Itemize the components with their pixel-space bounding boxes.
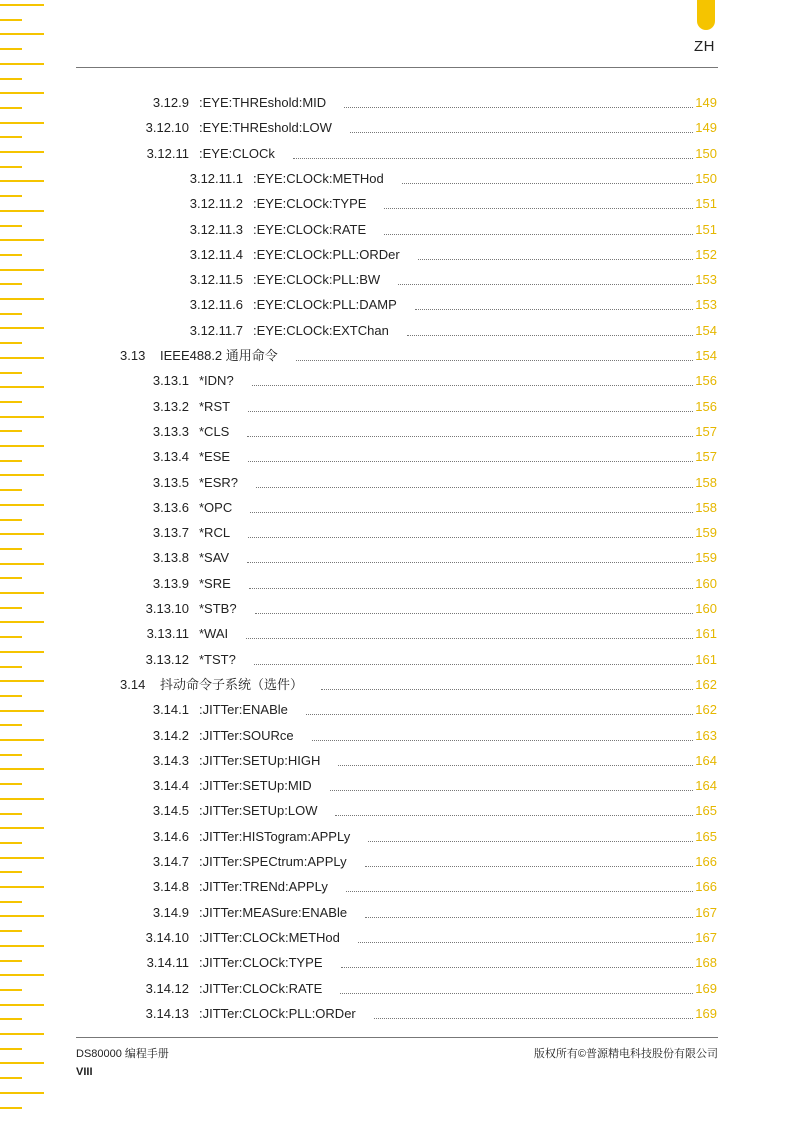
ruler-tick	[0, 136, 22, 138]
toc-entry[interactable]	[143, 951, 717, 971]
ruler-tick	[0, 63, 44, 65]
toc-entry-page: 156	[695, 373, 717, 389]
ruler-tick	[0, 269, 44, 271]
toc-entry-number: 3.12.11.4	[189, 246, 243, 262]
ruler-tick	[0, 239, 44, 241]
toc-entry-title: :JITTer:CLOCk:METHod	[199, 929, 340, 945]
toc-dot-leader	[248, 410, 693, 412]
ruler-tick	[0, 945, 44, 947]
ruler-tick	[0, 225, 22, 227]
toc-entry[interactable]	[120, 673, 717, 693]
toc-dot-leader	[252, 384, 694, 386]
toc-entry-title: :EYE:CLOCk:TYPE	[253, 196, 367, 212]
ruler-tick	[0, 1033, 44, 1035]
toc-dot-leader	[249, 587, 694, 589]
ruler-tick	[0, 92, 44, 94]
toc-entry[interactable]	[143, 369, 717, 389]
toc-dot-leader	[254, 663, 693, 665]
toc-entry-title: :EYE:CLOCk:PLL:ORDer	[253, 246, 400, 262]
toc-entry[interactable]	[143, 799, 717, 819]
footer-copyright: 版权所有©普源精电科技股份有限公司	[533, 1048, 718, 1060]
toc-entry-page: 159	[695, 550, 717, 566]
toc-entry[interactable]	[143, 622, 717, 642]
ruler-tick	[0, 416, 44, 418]
toc-entry-page: 164	[695, 752, 717, 768]
toc-entry-page: 151	[695, 196, 717, 212]
toc-entry-page: 150	[695, 170, 717, 186]
toc-entry-title: *WAI	[199, 626, 229, 642]
toc-entry[interactable]	[185, 293, 717, 313]
ruler-tick	[0, 166, 22, 168]
toc-entry-number: 3.13.10	[145, 601, 189, 616]
toc-entry-number: 3.12.11.2	[189, 196, 243, 212]
toc-entry-page: 165	[695, 828, 717, 844]
toc-entry-title: :JITTer:SOURce	[199, 727, 294, 743]
toc-entry-title: :JITTer:CLOCk:RATE	[199, 980, 323, 996]
ruler-tick	[0, 636, 22, 638]
toc-entry-title: :EYE:CLOCk:METHod	[253, 170, 384, 186]
toc-entry-title: *CLS	[199, 423, 230, 439]
toc-entry-page: 158	[695, 499, 717, 515]
toc-entry-page: 157	[695, 423, 717, 439]
ruler-tick	[0, 460, 22, 462]
ruler-tick	[0, 401, 22, 403]
ruler-tick	[0, 989, 22, 991]
toc-entry-number: 3.14.3	[152, 752, 189, 768]
ruler-tick	[0, 680, 44, 682]
toc-entry-number: 3.14.9	[152, 904, 189, 920]
toc-entry[interactable]	[120, 344, 717, 364]
toc-entry-title: *ESE	[199, 449, 231, 465]
toc-entry[interactable]	[143, 724, 717, 744]
toc-entry[interactable]	[143, 142, 717, 162]
toc-entry[interactable]	[143, 471, 717, 491]
ruler-tick	[0, 1048, 22, 1050]
toc-entry-page: 157	[695, 449, 717, 465]
toc-dot-leader	[368, 840, 693, 842]
ruler-tick	[0, 1092, 44, 1094]
ruler-tick	[0, 372, 22, 374]
ruler-tick	[0, 489, 22, 491]
toc-dot-leader	[247, 561, 693, 563]
ruler-tick	[0, 607, 22, 609]
toc-entry-page: 169	[695, 980, 717, 996]
toc-entry[interactable]	[143, 496, 717, 516]
toc-entry-number: 3.12.11.1	[189, 170, 243, 186]
ruler-tick	[0, 621, 44, 623]
toc-dot-leader	[384, 233, 693, 235]
toc-dot-leader	[321, 688, 693, 690]
toc-entry-page: 158	[695, 474, 717, 490]
toc-entry-page: 169	[695, 1005, 717, 1021]
toc-entry-number: 3.13.3	[152, 423, 189, 439]
toc-entry[interactable]	[143, 698, 717, 718]
ruler-tick	[0, 1107, 22, 1109]
ruler-tick	[0, 960, 22, 962]
ruler-tick	[0, 930, 22, 932]
ruler-tick	[0, 4, 44, 6]
toc-entry-page: 159	[695, 525, 717, 541]
language-tab	[697, 0, 715, 30]
ruler-tick	[0, 710, 44, 712]
ruler-tick	[0, 827, 44, 829]
toc-entry-page: 163	[695, 727, 717, 743]
toc-entry-page: 160	[695, 575, 717, 591]
toc-entry-title: :EYE:THREshold:LOW	[199, 120, 332, 136]
toc-dot-leader	[365, 865, 694, 867]
toc-dot-leader	[374, 1017, 694, 1019]
ruler-tick	[0, 298, 44, 300]
toc-dot-leader	[247, 435, 693, 437]
toc-entry-page: 162	[695, 676, 717, 692]
ruler-tick	[0, 107, 22, 109]
toc-dot-leader	[255, 612, 694, 614]
toc-entry[interactable]	[185, 218, 717, 238]
ruler-tick	[0, 1018, 22, 1020]
ruler-tick	[0, 813, 22, 815]
ruler-tick	[0, 666, 22, 668]
margin-ruler	[0, 0, 50, 1122]
toc-entry-title: *RST	[199, 398, 231, 414]
toc-entry-page: 156	[695, 398, 717, 414]
ruler-tick	[0, 33, 44, 35]
toc-dot-leader	[341, 966, 694, 968]
toc-dot-leader	[365, 916, 693, 918]
ruler-tick	[0, 48, 22, 50]
toc-entry[interactable]	[185, 167, 717, 187]
toc-dot-leader	[407, 334, 693, 336]
ruler-tick	[0, 474, 44, 476]
toc-entry[interactable]	[143, 546, 717, 566]
toc-dot-leader	[248, 536, 693, 538]
toc-dot-leader	[256, 486, 693, 488]
toc-entry-page: 153	[695, 272, 717, 288]
footer-manual-title: DS80000 编程手册	[76, 1048, 169, 1060]
toc-entry[interactable]	[143, 420, 717, 440]
ruler-tick	[0, 195, 22, 197]
toc-entry-page: 166	[695, 879, 717, 895]
toc-dot-leader	[415, 308, 694, 310]
ruler-tick	[0, 357, 44, 359]
toc-dot-leader	[246, 637, 693, 639]
toc-entry-page: 149	[695, 95, 717, 110]
ruler-tick	[0, 504, 44, 506]
toc-entry-title: IEEE488.2 通用命令	[160, 348, 278, 363]
ruler-tick	[0, 430, 22, 432]
toc-entry[interactable]	[143, 597, 717, 617]
toc-entry-title: *IDN?	[199, 373, 234, 389]
ruler-tick	[0, 283, 22, 285]
toc-entry-number: 3.13.11	[146, 626, 189, 642]
toc-entry-number: 3.14.6	[152, 828, 189, 844]
toc-entry[interactable]	[143, 395, 717, 415]
toc-entry-number: 3.14.1	[152, 702, 189, 718]
ruler-tick	[0, 151, 44, 153]
toc-entry[interactable]	[143, 825, 717, 845]
ruler-tick	[0, 445, 44, 447]
toc-dot-leader	[384, 207, 693, 209]
toc-entry-page: 165	[695, 803, 717, 819]
toc-entry[interactable]	[143, 521, 717, 541]
toc-entry-number: 3.13.9	[152, 575, 189, 591]
ruler-tick	[0, 886, 44, 888]
ruler-tick	[0, 78, 22, 80]
toc-entry-title: *SAV	[199, 550, 230, 566]
ruler-tick	[0, 210, 44, 212]
toc-entry-number: 3.12.11.5	[189, 272, 243, 288]
toc-entry-number: 3.13.7	[152, 525, 189, 541]
toc-entry-number: 3.14.12	[145, 980, 189, 996]
toc-entry-page: 150	[695, 145, 717, 161]
ruler-tick	[0, 768, 44, 770]
toc-entry-number: 3.14	[120, 676, 146, 692]
ruler-tick	[0, 342, 22, 344]
toc-entry-title: :JITTer:SPECtrum:APPLy	[199, 854, 347, 869]
toc-entry-title: :JITTer:HISTogram:APPLy	[199, 828, 351, 844]
toc-entry[interactable]	[143, 977, 717, 997]
toc-entry-page: 164	[695, 778, 717, 794]
ruler-tick	[0, 901, 22, 903]
toc-entry-number: 3.13.1	[152, 373, 189, 389]
toc-entry-number: 3.13.8	[152, 550, 189, 566]
toc-entry[interactable]	[185, 243, 717, 263]
toc-entry-page: 153	[695, 297, 717, 313]
ruler-tick	[0, 1077, 22, 1079]
toc-entry-number: 3.13.2	[152, 398, 189, 414]
ruler-tick	[0, 695, 22, 697]
ruler-tick	[0, 783, 22, 785]
ruler-tick	[0, 798, 44, 800]
toc-entry-title: :EYE:CLOCk:EXTChan	[253, 322, 389, 338]
toc-entry[interactable]	[143, 875, 717, 895]
ruler-tick	[0, 739, 44, 741]
language-label: ZH	[694, 38, 715, 55]
toc-dot-leader	[358, 941, 693, 943]
toc-entry-page: 161	[695, 626, 717, 642]
ruler-tick	[0, 915, 44, 917]
toc-dot-leader	[418, 258, 694, 260]
toc-entry[interactable]	[185, 319, 717, 339]
toc-entry-number: 3.13.12	[145, 651, 189, 667]
ruler-tick	[0, 651, 44, 653]
toc-entry-title: :JITTer:SETUp:LOW	[199, 803, 318, 819]
toc-entry[interactable]	[143, 774, 717, 794]
toc-entry-number: 3.14.8	[152, 879, 189, 895]
ruler-tick	[0, 577, 22, 579]
toc-dot-leader	[398, 283, 693, 285]
toc-entry[interactable]	[143, 91, 717, 111]
toc-dot-leader	[296, 359, 694, 361]
toc-entry[interactable]	[143, 749, 717, 769]
toc-entry-number: 3.12.11.6	[189, 297, 243, 313]
toc-dot-leader	[340, 992, 693, 994]
toc-entry-page: 154	[695, 348, 717, 363]
toc-entry[interactable]	[143, 901, 717, 921]
toc-entry-title: :JITTer:MEASure:ENABle	[199, 904, 348, 920]
toc-entry-number: 3.12.11	[146, 145, 189, 161]
toc-entry-page: 162	[695, 702, 717, 718]
toc-entry-title: 抖动命令子系统（选件）	[160, 676, 304, 692]
toc-entry-title: *ESR?	[199, 474, 239, 490]
header-divider	[76, 67, 718, 68]
ruler-tick	[0, 327, 44, 329]
ruler-tick	[0, 871, 22, 873]
toc-entry-page: 152	[695, 246, 717, 262]
toc-entry-number: 3.14.11	[146, 955, 189, 971]
toc-entry-page: 151	[695, 221, 717, 237]
ruler-tick	[0, 519, 22, 521]
toc-dot-leader	[293, 157, 693, 159]
ruler-tick	[0, 754, 22, 756]
ruler-tick	[0, 548, 22, 550]
ruler-tick	[0, 724, 22, 726]
toc-entry-title: *STB?	[199, 601, 237, 616]
toc-dot-leader	[335, 814, 693, 816]
toc-entry-page: 154	[695, 322, 717, 338]
ruler-tick	[0, 1004, 44, 1006]
ruler-tick	[0, 533, 44, 535]
toc-entry-number: 3.14.5	[152, 803, 189, 819]
page-number: VIII	[76, 1066, 93, 1078]
toc-entry-number: 3.12.11.3	[189, 221, 243, 237]
ruler-tick	[0, 180, 44, 182]
toc-dot-leader	[338, 764, 693, 766]
toc-entry-number: 3.13	[120, 348, 146, 363]
toc-entry-number: 3.13.6	[152, 499, 189, 515]
toc-entry-page: 149	[695, 120, 717, 136]
toc-entry-title: :EYE:THREshold:MID	[199, 95, 327, 110]
toc-entry-title: :EYE:CLOCk	[199, 145, 275, 161]
ruler-tick	[0, 122, 44, 124]
toc-entry[interactable]	[143, 116, 717, 136]
ruler-tick	[0, 254, 22, 256]
toc-entry-title: *OPC	[199, 499, 233, 515]
toc-entry[interactable]	[143, 1002, 717, 1022]
toc-entry-title: :JITTer:TRENd:APPLy	[199, 879, 328, 895]
toc-entry-number: 3.12.11.7	[189, 322, 243, 338]
toc-entry-number: 3.14.13	[145, 1005, 189, 1021]
toc-entry[interactable]	[143, 648, 717, 668]
ruler-tick	[0, 386, 44, 388]
toc-entry-number: 3.12.9	[152, 95, 189, 110]
toc-entry-number: 3.14.7	[152, 854, 189, 869]
toc-entry[interactable]	[185, 192, 717, 212]
toc-entry-title: :JITTer:SETUp:HIGH	[199, 752, 321, 768]
toc-dot-leader	[306, 713, 693, 715]
toc-entry-number: 3.14.2	[152, 727, 189, 743]
toc-entry-title: :EYE:CLOCk:PLL:DAMP	[253, 297, 397, 313]
toc-entry-title: :JITTer:ENABle	[199, 702, 288, 718]
toc-entry-title: :EYE:CLOCk:PLL:BW	[253, 272, 381, 288]
toc-dot-leader	[312, 739, 694, 741]
toc-dot-leader	[344, 106, 693, 108]
toc-entry-number: 3.14.10	[145, 929, 189, 945]
toc-entry[interactable]	[143, 572, 717, 592]
toc-entry-title: *SRE	[199, 575, 231, 591]
toc-entry-page: 161	[695, 651, 717, 667]
ruler-tick	[0, 313, 22, 315]
toc-entry-title: *TST?	[199, 651, 236, 667]
toc-entry-title: :EYE:CLOCk:RATE	[253, 221, 367, 237]
ruler-tick	[0, 563, 44, 565]
toc-dot-leader	[248, 460, 693, 462]
ruler-tick	[0, 842, 22, 844]
toc-dot-leader	[402, 182, 694, 184]
toc-entry-page: 167	[695, 929, 717, 945]
ruler-tick	[0, 592, 44, 594]
toc-entry-number: 3.14.4	[152, 778, 189, 794]
toc-entry-page: 167	[695, 904, 717, 920]
footer-divider	[76, 1037, 718, 1038]
toc-entry-number: 3.13.4	[152, 449, 189, 465]
toc-entry-number: 3.12.10	[145, 120, 189, 136]
toc-dot-leader	[250, 511, 693, 513]
toc-entry[interactable]	[185, 268, 717, 288]
toc-entry-title: :JITTer:CLOCk:PLL:ORDer	[199, 1005, 356, 1021]
ruler-tick	[0, 1062, 44, 1064]
toc-entry-number: 3.13.5	[152, 474, 189, 490]
ruler-tick	[0, 974, 44, 976]
toc-dot-leader	[330, 789, 694, 791]
toc-dot-leader	[350, 131, 693, 133]
toc-entry-page: 168	[695, 955, 717, 971]
toc-entry[interactable]	[143, 445, 717, 465]
toc-entry-title: :JITTer:CLOCk:TYPE	[199, 955, 323, 971]
toc-entry-page: 166	[695, 854, 717, 869]
toc-entry-title: *RCL	[199, 525, 231, 541]
toc-entry[interactable]	[143, 850, 717, 870]
toc-entry[interactable]	[143, 926, 717, 946]
toc-entry-title: :JITTer:SETUp:MID	[199, 778, 312, 794]
toc-dot-leader	[346, 890, 693, 892]
ruler-tick	[0, 857, 44, 859]
toc-entry-page: 160	[695, 601, 717, 616]
ruler-tick	[0, 19, 22, 21]
